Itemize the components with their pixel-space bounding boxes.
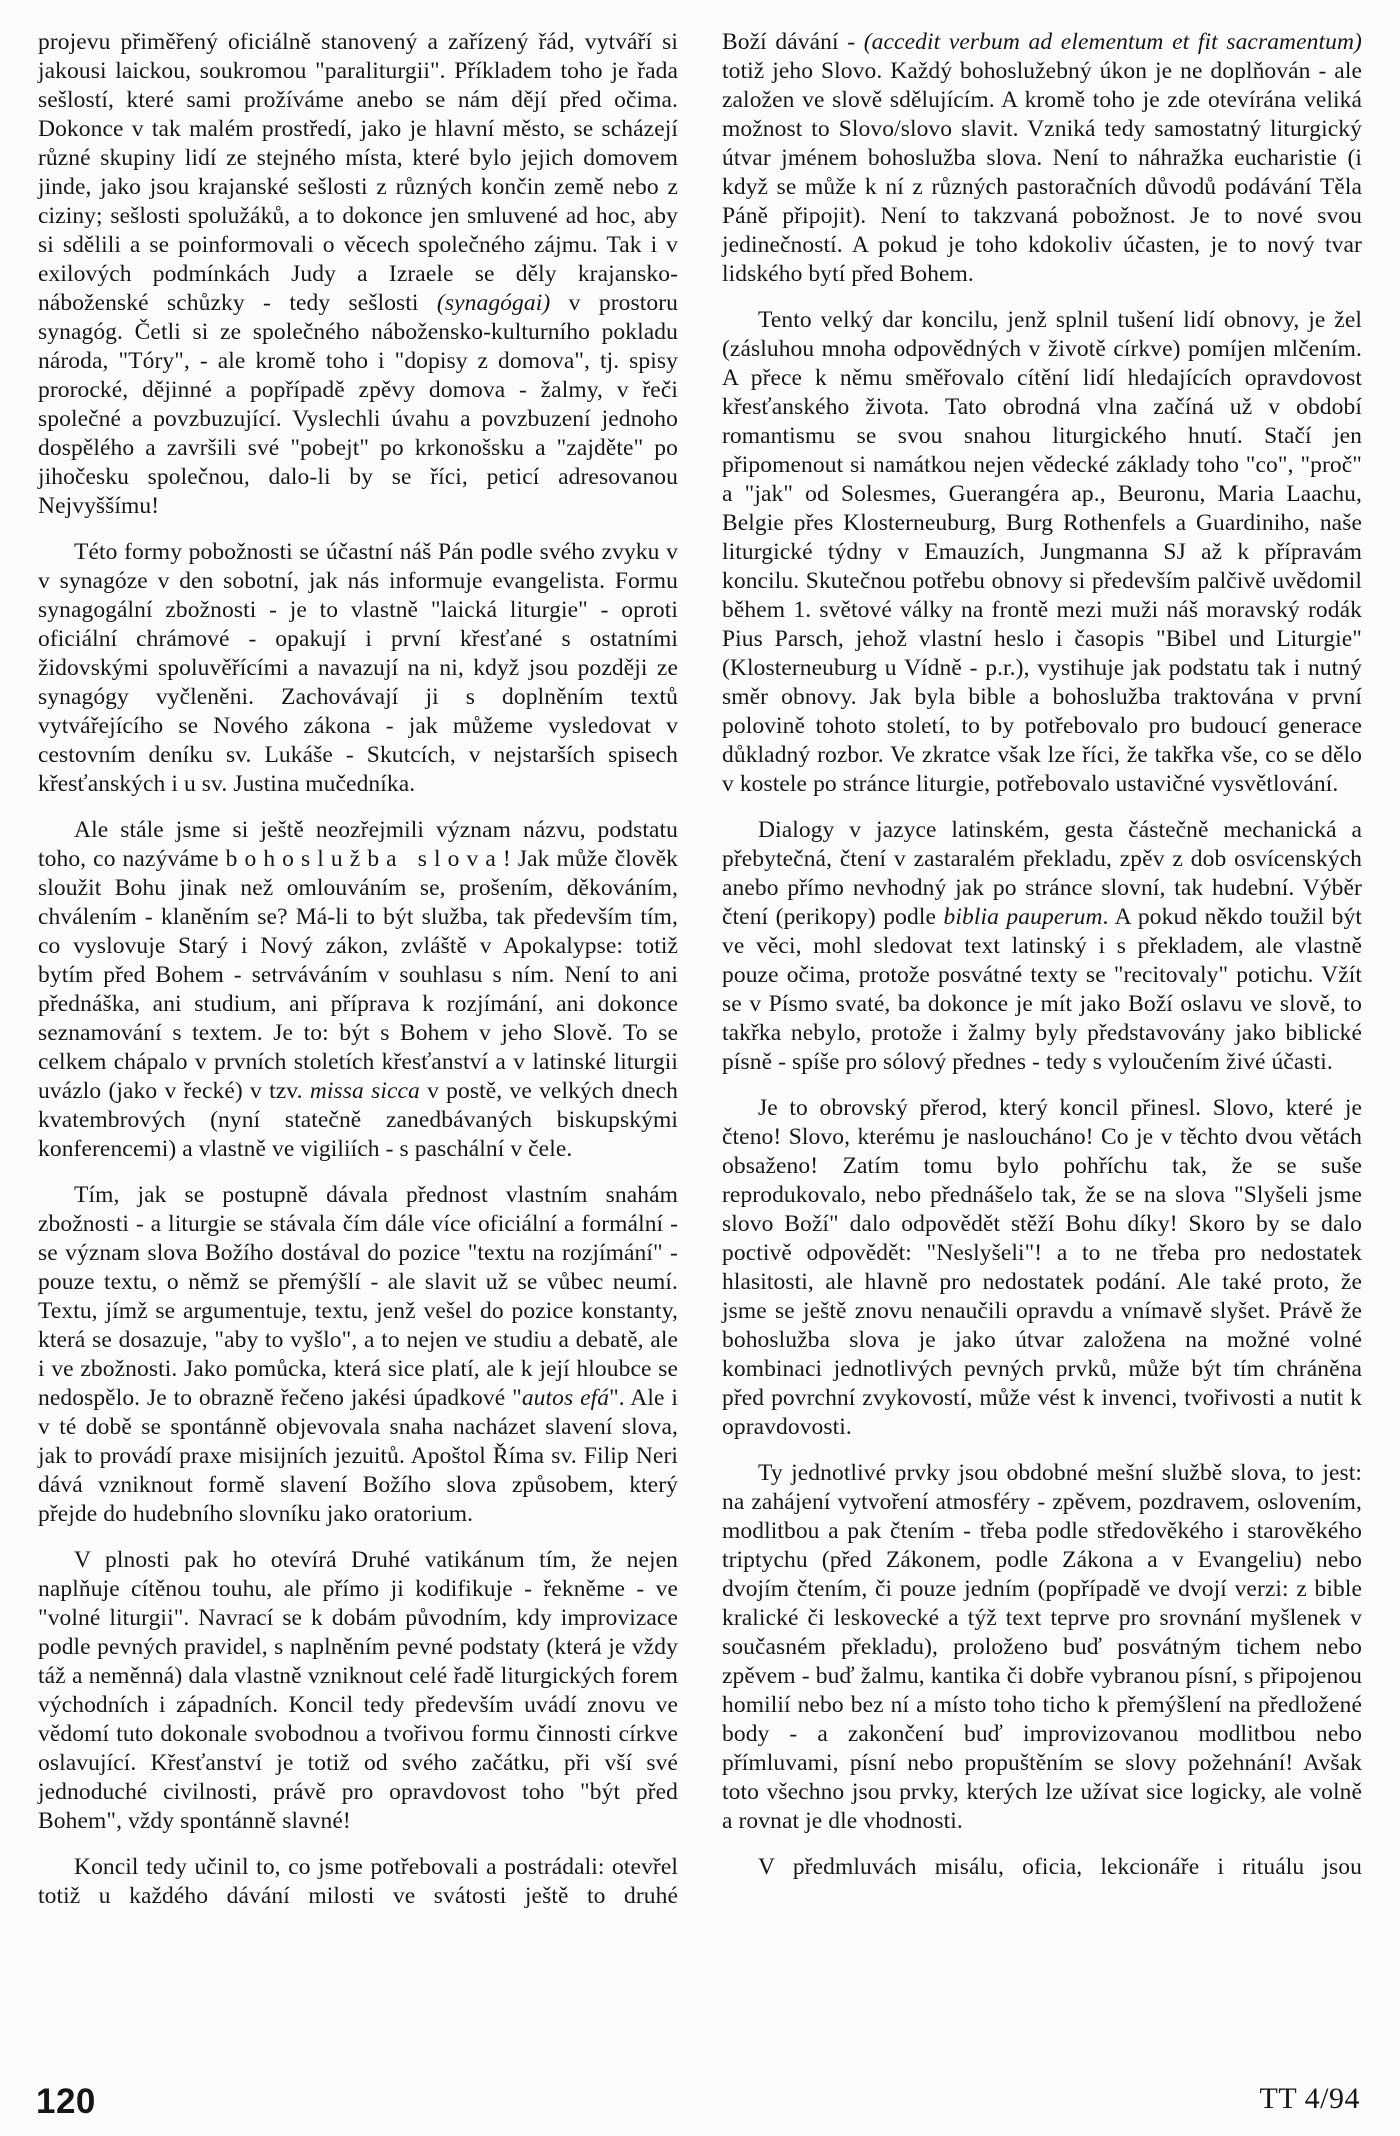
text-run: Boží dávání - xyxy=(722,29,864,55)
text-run: v prostoru synagóg. Četli si ze společného nábožensko-kulturního pokladu národa, "Tóry", - ale kromě toho i "dopisy z domova", tj. spisy prorocké, dějinné a popřípadě zpěvy domova - žalmy, v řeči společné a povzbuzující. Vyslechli úvahu a povzbuzení jednoho dospělého a završili své "pobejt" po krkonošsku a "zajděte" po jihočesku společnou, dalo-li by se říci, peticí adresovanou Nejvyššímu! xyxy=(38,290,678,519)
text-run: ". Ale i v té době se spontánně objevovala snaha nacházet slavení slova, jak to provádí praxe misijních jezuitů. Apoštol Říma sv. Filip Neri dává vzniknout formě slavení Božího slova způsobem, který přejde do hudebního slovníku jako oratorium. xyxy=(38,1385,678,1527)
text-run: totiž jeho Slovo. Každý bohoslužebný úkon je ne doplňován - ale založen ve slově sdělujícím. A kromě toho je zde otevírána veliká možnost to Slovo/slovo slavit. Vzniká tedy samostatný liturgický útvar jménem bohoslužba slova. Není to náhražka eucharistie (i když se může k ní z různých pastoračních důvodů podávání Těla Páně připojit). Není to takzvaná pobožnost. Je to nové svou jedinečností. A pokud je toho kdokoliv účasten, je to nový tvar lidského bytí před Bohem. xyxy=(722,58,1362,287)
paragraph xyxy=(722,28,1362,289)
page-number: 120 xyxy=(36,2082,96,2121)
text-run: Je to obrovský přerod, který koncil přinesl. Slovo, které je čteno! Slovo, kterému je nasloucháno! Co je v těchto dvou větách obsaženo! Zatím tomu bylo pohříchu tak, že se suše reprodukovalo, nebo přednášelo tak, že se na slova "Slyšeli jsme slovo Boží" dalo odpovědět stěží Bohu díky! Skoro by se dalo poctivě odpovědět: "Neslyšeli"! a to ne třeba pro nedostatek hlasitosti, ale hlavně pro nedostatek podání. Ale také proto, že jsme se ještě znovu nenaučili opravdu a vnímavě slyšet. Právě že bohoslužba slova je jako útvar založena na možné volné kombinaci jednotlivých pevných prvků, může být tím chráněna před povrchní zvykovostí, může vést k invenci, tvořivosti a nutit k opravdovosti. xyxy=(722,1095,1362,1440)
text-run: V plnosti pak ho otevírá Druhé vatikánum tím, že nejen naplňuje cítěnou touhu, ale přímo ji kodifikuje - řekněme - ve "volné liturgii". Navrací se k dobám původním, kdy improvizace podle pevných pravidel, s naplněním pevné podstaty (která je vždy táž a neměnná) dala vlastně vzniknout celé řadě liturgických forem východních i západních. Koncil tedy především uvádí znovu ve vědomí tuto dokonale svobodnou a tvořivou formu činnosti církve oslavující. Křesťanství je totiž od svého začátku, při vší své jednoduché civilnosti, právě pro opravdovost toho "být před Bohem", vždy spontánně slavné! xyxy=(38,1547,678,1834)
paragraph xyxy=(38,538,678,799)
paragraph xyxy=(38,1546,678,1836)
journal-issue-reference: TT 4/94 xyxy=(1259,2082,1360,2115)
paragraph xyxy=(38,28,678,521)
italic-phrase: missa sicca xyxy=(309,1078,420,1104)
text-column-left xyxy=(38,28,678,1911)
italic-phrase: (accedit verbum ad elementum et fit sacramentum) xyxy=(863,29,1362,55)
text-run: Dialogy v jazyce latinském, gesta částečně mechanická a přebytečná, čtení v zastaralém překladu, zpěv z dob osvícenských anebo přímo nevhodný jak po stránce slovní, tak hudební. Výběr čtení (perikopy) podle xyxy=(722,817,1362,930)
text-run: V předmluvách misálu, oficia, lekcionáře i rituálu jsou xyxy=(758,1854,1362,1880)
text-run: Této formy pobožnosti se účastní náš Pán podle svého zvyku v v synagóze v den sobotní, jak nás informuje evangelista. Formu synagogální zbožnosti - je to vlastně "laická liturgie" - oproti oficiální chrámové - opakují i první křesťané s ostatními židovskými spoluvěřícími a navazují na ni, když jsou později ze synagógy vyčleněni. Zachovávají ji s doplněním textů vytvářejícího se Nového zákona - jak můžeme vysledovat v cestovním deníku sv. Lukáše - Skutcích, v nejstarších spisech křesťanských i u sv. Justina mučedníka. xyxy=(38,539,678,797)
paragraph xyxy=(38,1181,678,1529)
italic-phrase: autos efá xyxy=(521,1385,610,1411)
text-run: Ty jednotlivé prvky jsou obdobné mešní službě slova, to jest: na zahájení vytvoření atmosféry - zpěvem, pozdravem, oslovením, modlitbou a pak čtením - třeba podle středověkého i starověkého triptychu (před Zákonem, podle Zákona a v Evangeliu) nebo dvojím čtením, či pouze jedním (popřípadě ve dvojí verzi: z bible kralické či leskovecké a týž text teprve pro srovnání myšlenek v současném překladu), proloženo buď posvátným tichem nebo zpěvem - buď žalmu, kantika či dobře vybranou písní, s připojenou homilií nebo bez ní a místo toho ticho k přemýšlení na předložené body - a zakončení buď improvizovanou modlitbou nebo přímluvami, písní nebo propuštěním se slovy požehnání! Avšak toto všechno jsou prvky, kterých lze užívat sice logicky, ale volně a rovnat je dle vhodnosti. xyxy=(722,1460,1362,1834)
text-run: projevu přiměřený oficiálně stanovený a zařízený řád, vytváří si jakousi laickou, soukromou "paraliturgii". Příkladem toho je řada sešlostí, které sami prožíváme anebo se nám dějí před očima. Dokonce v tak malém prostředí, jako je hlavní město, se scházejí různé skupiny lidí ze stejného místa, které bylo jejich domovem jinde, jako jsou krajanské sešlosti z různých končin země nebo z ciziny; sešlosti spolužáků, a to dokonce jen smluvené ad hoc, aby si sdělili a se poinformovali o věcech společného zájmu. Tak i v exilových podmínkách Judy a Izraele se děly krajansko-náboženské schůzky - tedy sešlosti xyxy=(38,29,678,316)
two-column-text-block xyxy=(38,28,1362,1911)
italic-phrase: (synagógai) xyxy=(436,290,551,316)
text-run: . A pokud někdo toužil být ve věci, mohl sledovat text latinský i s překladem, ale vlastně pouze očima, protože posvátné texty se "recitovaly" potichu. Vžít se v Písmo svaté, ba dokonce je mít jako Boží oslavu ve slově, to takřka nebylo, protože i žalmy byly představovány jako biblické písně - spíše pro sólový přednes - tedy s vyloučením živé účasti. xyxy=(722,904,1362,1075)
paragraph xyxy=(722,1094,1362,1442)
text-run: Koncil tedy učinil to, co jsme potřebovali a postrádali: otevřel totiž u každého dávání milosti ve svátosti ještě to druhé xyxy=(38,1854,678,1909)
paragraph xyxy=(38,816,678,1164)
text-run: Jak může člověk sloužit Bohu jinak než omlouváním se, prošením, děkováním, chválením - klaněním se? Má-li to být služba, tak především tím, co vyslovuje Starý i Nový zákon, zvláště v Apokalypse: totiž bytím před Bohem - setrváváním v souhlasu s ním. Není to ani přednáška, ani studium, ani příprava k rozjímání, ani dokonce seznamování s textem. Je to: být s Bohem v jeho Slově. To se celkem chápalo v prvních stoletích křesťanství a v latinské liturgii uvázlo (jako v řecké) v tzv. xyxy=(38,846,678,1104)
italic-phrase: biblia pauperum xyxy=(943,904,1103,930)
text-run: Tím, jak se postupně dávala přednost vlastním snahám zbožnosti - a liturgie se stávala čím dále více oficiální a formální - se význam slova Božího dostával do pozice "textu na rozjímání" - pouze textu, o němž se přemýšlí - ale slavit už se vůbec neumí. Textu, jímž se argumentuje, textu, jenž vešel do pozice konstanty, která se dosazuje, "aby to vyšlo", a to nejen ve studiu a debatě, ale i ve zbožnosti. Jako pomůcka, která sice platí, ale k její hloubce se nedospělo. Je to obrazně řečeno jakési úpadkové " xyxy=(38,1182,678,1411)
paragraph xyxy=(722,816,1362,1077)
paragraph xyxy=(38,1853,678,1911)
text-run: Tento velký dar koncilu, jenž splnil tušení lidí obnovy, je žel (zásluhou mnoha odpovědných v životě církve) pomíjen mlčením. A přece k němu směřovalo cítění lidí hledajících opravdovost křesťanského života. Tato obrodná vlna začíná už v období romantismu se svou snahou liturgického hnutí. Stačí jen připomenout si namátkou nejen vědecké základy toho "co", "proč" a "jak" od Solesmes, Guerangéra ap., Beuronu, Maria Laachu, Belgie přes Klosterneuburg, Burg Rothenfels a Guardiniho, naše liturgické týdny v Emauzích, Jungmanna SJ až k přípravám koncilu. Skutečnou potřebu obnovy si především palčivě uvědomil během 1. světové války na frontě mezi muži náš moravský rodák Pius Parsch, jehož vlastní heslo i časopis "Bibel und Liturgie" (Klosterneuburg u Vídně - p.r.), vystihuje jak podstatu tak i nutný směr obnovy. Jak byla bible a bohoslužba traktována v první polovině tohoto století, to by potřebovalo pro budoucí generace důkladný rozbor. Ve zkratce však lze říci, že takřka vše, co se dělo v kostele po stránce liturgie, potřebovalo ustavičné vysvětlování. xyxy=(722,307,1362,797)
paragraph xyxy=(722,1459,1362,1836)
paragraph xyxy=(722,1853,1362,1882)
paragraph xyxy=(722,306,1362,799)
text-column-right xyxy=(722,28,1362,1911)
letterspaced-emphasis-phrase: b o h o s l u ž b a s l o v a ! xyxy=(225,846,511,872)
text-run: v postě, ve velkých dnech kvatembrových (nyní statečně zanedbávaných biskupskými konferencemi) a vlastně ve vigiliích - s paschální v čele. xyxy=(38,1078,678,1162)
text-run: Ale stále jsme si ještě neozřejmili význam názvu, podstatu toho, co nazýváme xyxy=(38,817,678,872)
